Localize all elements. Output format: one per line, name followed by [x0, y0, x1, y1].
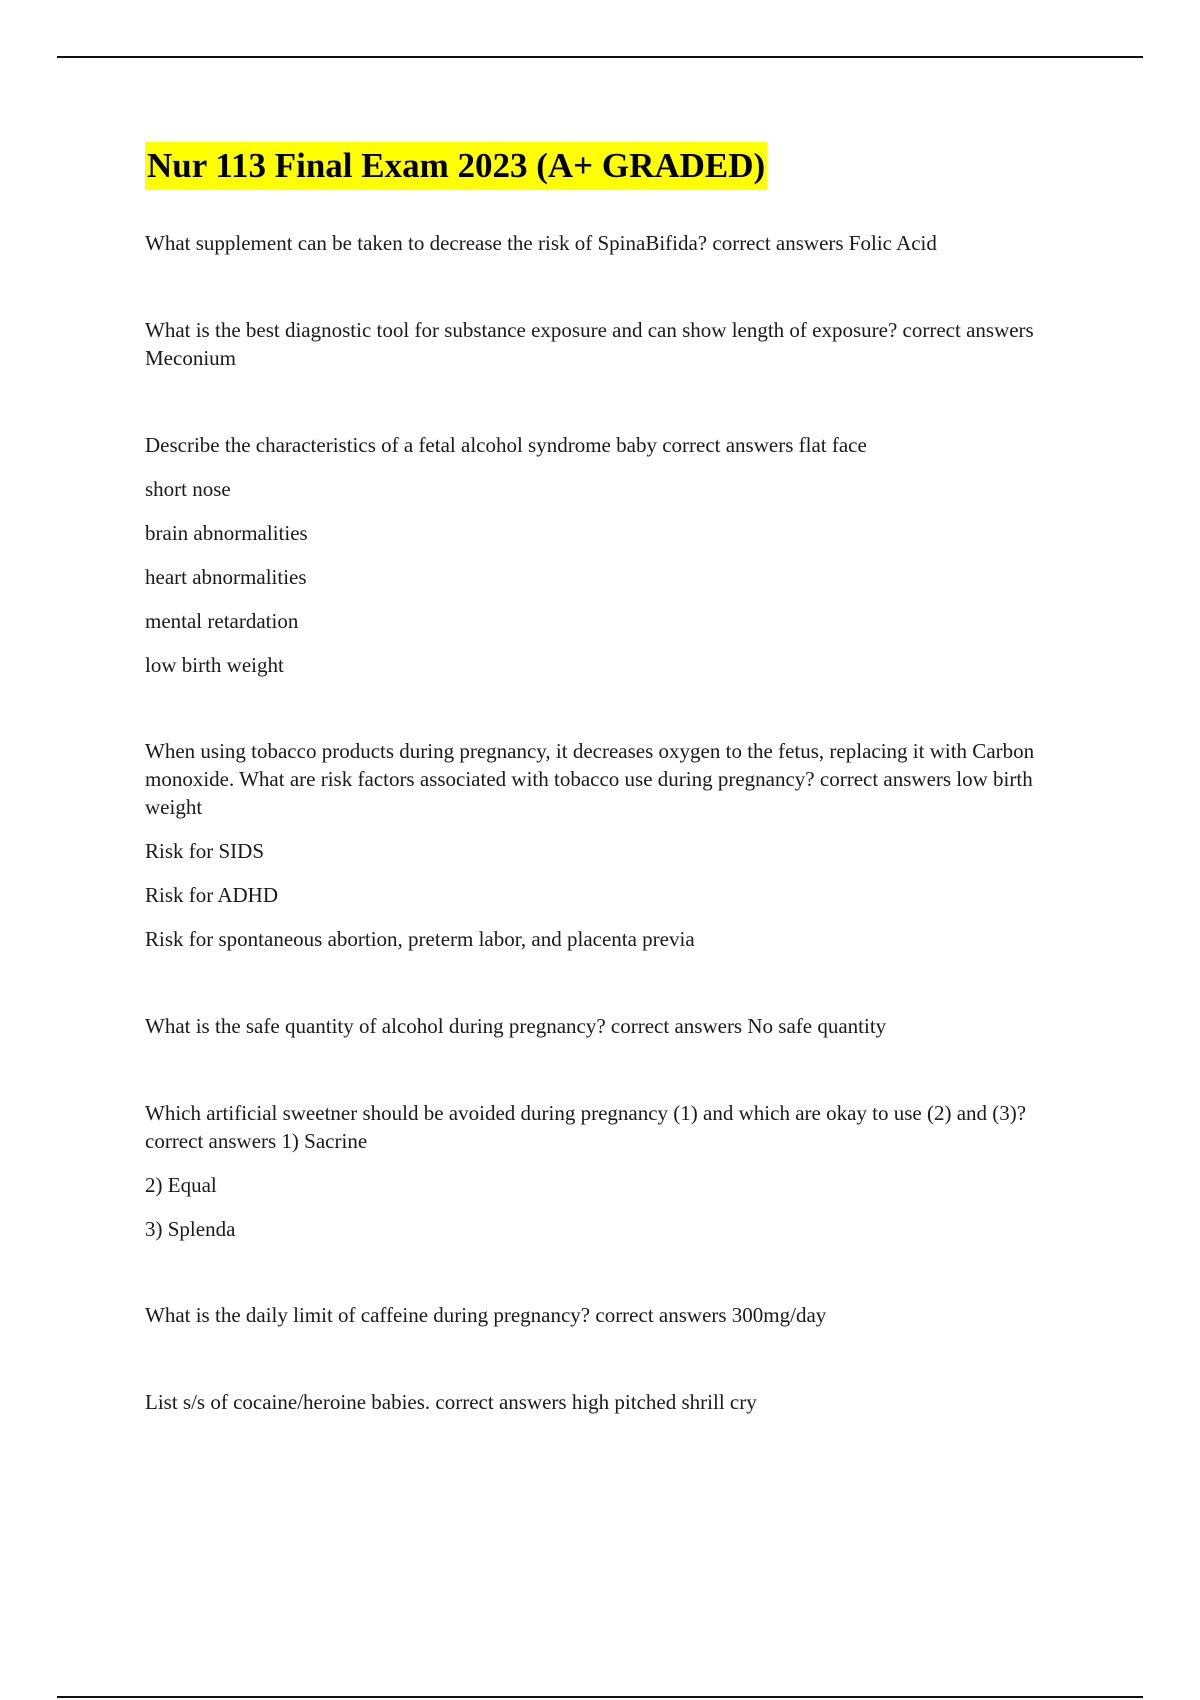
question-text: What supplement can be taken to decrease the risk of SpinaBifida? correct answers Folic Acid — [145, 231, 937, 255]
question-text: When using tobacco products during pregnancy, it decreases oxygen to the fetus, replacing it with Carbon monoxide. What are risk factors associated with tobacco use during pregnancy? correct answers low birth weight — [145, 739, 1035, 819]
answer-detail: short nose — [145, 477, 231, 501]
question-text: List s/s of cocaine/heroine babies. correct answers high pitched shrill cry — [145, 1390, 757, 1414]
answer-detail: heart abnormalities — [145, 565, 307, 589]
qa-item-7 — [145, 1301, 1085, 1329]
qa-item-3 — [145, 431, 1085, 679]
answer-detail: Risk for SIDS — [145, 839, 265, 863]
question-text: Describe the characteristics of a fetal alcohol syndrome baby correct answers flat face — [145, 433, 867, 457]
footer-rule — [57, 1696, 1143, 1698]
qa-item-1 — [145, 229, 1085, 257]
question-text: What is the safe quantity of alcohol during pregnancy? correct answers No safe quantity — [145, 1014, 887, 1038]
qa-item-8 — [145, 1388, 1085, 1416]
qa-item-5 — [145, 1012, 1085, 1040]
answer-detail: brain abnormalities — [145, 521, 308, 545]
question-text: What is the best diagnostic tool for substance exposure and can show length of exposure? correct answers Meconium — [145, 318, 1034, 370]
document-title: Nur 113 Final Exam 2023 (A+ GRADED) — [145, 142, 767, 190]
question-text: Which artificial sweetner should be avoided during pregnancy (1) and which are okay to use (2) and (3)? correct answers 1) Sacrine — [145, 1101, 1027, 1153]
answer-detail: 3) Splenda — [145, 1217, 236, 1241]
answer-detail: 2) Equal — [145, 1173, 217, 1197]
qa-item-2 — [145, 316, 1085, 372]
question-text: What is the daily limit of caffeine during pregnancy? correct answers 300mg/day — [145, 1303, 827, 1327]
answer-detail: low birth weight — [145, 653, 284, 677]
answer-detail: Risk for spontaneous abortion, preterm labor, and placenta previa — [145, 927, 695, 951]
answer-detail: Risk for ADHD — [145, 883, 279, 907]
answer-detail: mental retardation — [145, 609, 299, 633]
qa-item-4 — [145, 737, 1085, 953]
qa-item-6 — [145, 1099, 1085, 1243]
header-rule — [57, 56, 1143, 58]
